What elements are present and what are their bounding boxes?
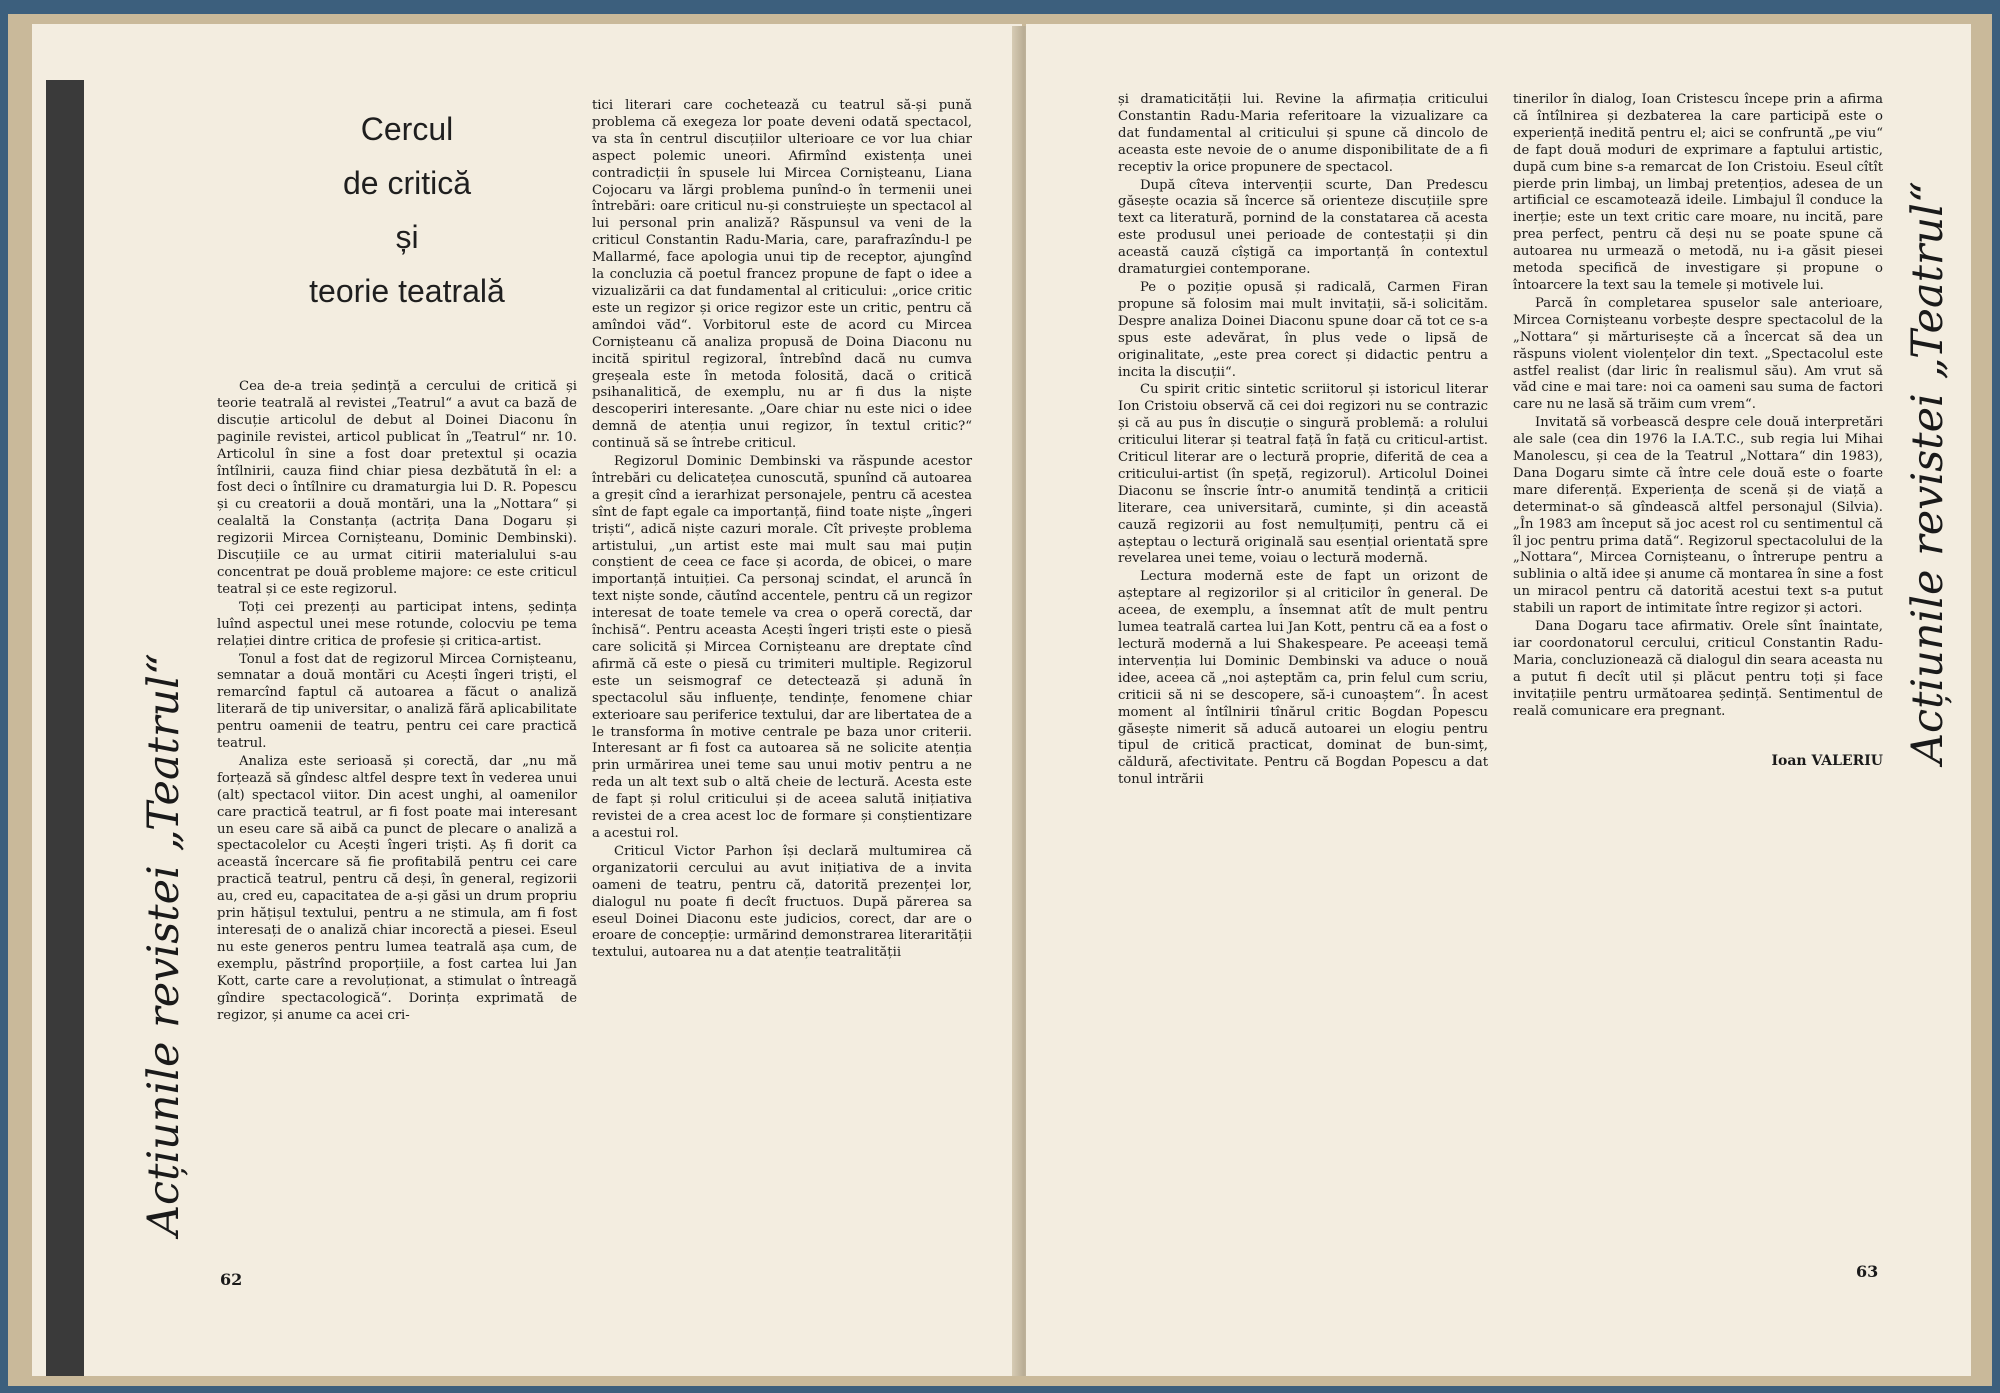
title-line: Cercul [360, 111, 454, 147]
paragraph: Tonul a fost dat de regizorul Mircea Cornișteanu, semnatar a două montări cu Acești îngeri triști, el remarcînd faptul că autoarea a făcut o analiză literară de tip universitar, o analiză fără aplicabilitate pentru oamenii de teatru, pentru cei care practică teatrul. [217, 651, 577, 752]
page-right [1026, 24, 1971, 1376]
magazine-spread [8, 14, 1992, 1386]
page-number: 63 [1856, 1262, 1879, 1281]
text-column-3 [1118, 92, 1488, 789]
paragraph: Criticul Victor Parhon își declară multumirea că organizatorii cercului au avut inițiativa de a invita oameni de teatru, pentru că, datorită prezenței lor, dialogul nu poate fi decît fructuos. După părerea sa eseul Doinei Diaconu este judicios, corect, dar are o eroare de concepție: urmărind demonstrarea literarității textului, autoarea nu a dat atenție teatralității [592, 843, 972, 961]
paragraph: Dana Dogaru tace afirmativ. Orele sînt înaintate, iar coordonatorul cercului, criticul Constantin Radu-Maria, concluzionează că dialogul din seara aceasta nu a putut fi decît util și plăcut pentru toți și face invitațiile pentru următoarea ședință. Sentimentul de reală comunicare era pregnant. [1513, 619, 1883, 719]
title-line: teorie teatrală [309, 273, 505, 309]
page-left [32, 24, 1022, 1376]
paragraph: Lectura modernă este de fapt un orizont de așteptare al regizorilor și al criticilor în general. De aceea, de exemplu, a însemnat atît de mult pentru lumea teatrală cartea lui Jan Kott, pentru că ea a fost o lectură modernă a lui Shakespeare. Pe aceeași temă intervenția lui Dominic Dembinski va aduce o nouă idee, aceea că „noi așteptăm ca, prin felul cum scriu, criticii să ni se descopere, să-i cunoaștem“. În acest moment al întîlnirii tînărul critic Bogdan Popescu găsește nimerit să aducă autoarei un elogiu pentru tipul de critică practicat, dominat de bun-simț, căldură, afectivitate. Pentru că Bogdan Popescu a dat tonul intrării [1118, 569, 1488, 788]
text-column-4 [1513, 92, 1883, 769]
page-edge-shadow [46, 80, 84, 1376]
article-title [262, 102, 552, 318]
paragraph: Pe o poziție opusă și radicală, Carmen Firan propune să folosim mai mult invitații, să-i solicităm. Despre analiza Doinei Diaconu spune doar că tot ce s-a spus este adevărat, în plus vede o lipsă de originalitate, „este prea corect și didactic pentru a incita la discuții“. [1118, 279, 1488, 380]
title-line: și [395, 219, 419, 255]
vertical-section-title: Acțiunile revistei „Teatrul“ [139, 653, 189, 1236]
paragraph: Cu spirit critic sintetic scriitorul și istoricul literar Ion Cristoiu observă că cei doi regizori nu se contrazic și că au pus în discuție o singură problemă: a rolului criticului literar și teatral față în față cu criticul-artist. Criticul literar are o lectură proprie, diferită de cea a criticului-artist (în speță, regizorul). Articolul Doinei Diaconu se înscrie într-o anumită tendință a criticii literare, cea universitară, cuminte, și din această cauză regizorii au fost nemulțumiți, pentru că ei așteptau o lectură originală sau esențial orientată spre revelarea unei teme, voiau o lectură modernă. [1118, 382, 1488, 567]
vertical-section-title: Acțiunile revistei „Teatrul“ [1903, 181, 1953, 764]
paragraph: și dramaticității lui. Revine la afirmația criticului Constantin Radu-Maria referitoare la vizualizare ca dat fundamental al criticului și spune că dincolo de aceasta este nevoie de o anume disponibilitate de a fi receptiv la orice propunere de spectacol. [1118, 92, 1488, 175]
paragraph: tici literari care cocheteazǎ cu teatrul să-și pună problema că exegeza lor poate deveni odată spectacol, va sta în centrul discuțiilor ulterioare ce vor lua chiar aspect polemic uneori. Afirmînd existența unei contradicții în spusele lui Mircea Cornișteanu, Liana Cojocaru va lărgi problema punînd-o în termenii unei întrebări: oare criticul nu-și construiește un spectacol al lui personal prin analiză? Răspunsul va veni de la criticul Constantin Radu-Maria, care, parafrazîndu-l pe Mallarmé, face apologia unui tip de receptor, ajungînd la concluzia că poetul francez propune de fapt o idee a vizualizării ca dat fundamental al criticului: „orice critic este un regizor și orice regizor este un critic, pentru că amîndoi văd“. Vorbitorul este de acord cu Mircea Cornișteanu că analiza propusă de Doina Diaconu nu incită spiritul regizoral, întrebînd dacă nu cumva greșeala este în metoda folosită, dacă o critică psihanalitică, de exemplu, nu ar fi dus la niște descoperiri interesante. „Oare chiar nu este nici o idee demnă de atenția unui regizor, în textul critic?“ continuă să se întrebe criticul. [592, 98, 972, 452]
paragraph: Analiza este serioasă și corectă, dar „nu mă forțează să gîndesc altfel despre text în vederea unui (alt) spectacol viitor. Din acest unghi, al oamenilor care practică teatrul, ar fi fost poate mai interesant un eseu care să aibă ca punct de plecare o analiză a spectacolelor cu Acești îngeri triști. Aș fi dorit ca această încercare să fie profitabilă pentru cei care practică teatrul, pentru că deși, în general, regizorii au, cred eu, capacitatea de a-și găsi un drum propriu prin hățișul textului, pentru a ne stimula, am fi fost interesați de o analiză chiar incorectă a piesei. Eseul nu este generos pentru lumea teatrală așa cum, de exemplu, păstrînd proporțiile, a fost cartea lui Jan Kott, carte care a revoluționat, a stimulat o întreagă gîndire spectacologică“. Dorința exprimată de regizor, și anume ca acei cri- [217, 753, 577, 1023]
paragraph: Invitată să vorbească despre cele două interpretări ale sale (cea din 1976 la I.A.T.C., sub regia lui Mihai Manolescu, și cea de la Teatrul „Nottara“ din 1983), Dana Dogaru simte că între cele două este o foarte mare diferență. Experiența de scenă și de viață a determinat-o să gîndească altfel personajul (Silvia). „În 1983 am început să joc acest rol cu sentimentul că îl joc pentru prima dată“. Regizorul spectacolului de la „Nottara“, Mircea Cornișteanu, o întrerupe pentru a sublinia o altă idee și anume că montarea în sine a fost un miracol pentru că datorită acestui text s-a putut stabili un raport de intimitate între regizor și actori. [1513, 415, 1883, 617]
text-column-1 [217, 379, 577, 1024]
paragraph: Toți cei prezenți au participat intens, ședința luînd aspectul unei mese rotunde, colocviu pe tema relației dintre critica de profesie și critica-artist. [217, 599, 577, 649]
paragraph: tinerilor în dialog, Ioan Cristescu începe prin a afirma că întîlnirea și dezbaterea la care participă este o experiență inedită pentru el; aici se confruntă „pe viu“ de fapt două moduri de exprimare a faptului artistic, după cum bine s-a remarcat de Ion Cristoiu. Eseul cîtît pierde prin limbaj, un limbaj pretențios, adesea de un artificial ce escamotează ideile. Limbajul îl conduce la inerție; este un text critic care moare, nu incită, pare prea perfect, pentru că deși nu se poate spune că autoarea nu urmează o metodă, nu i-a găsit piesei metoda specifică de investigare și propune o întoarcere la text sau la temele și motivele lui. [1513, 92, 1883, 293]
paragraph: După cîteva intervenții scurte, Dan Predescu găsește ocazia să încerce să orienteze discuțiile spre text ca literatură, pornind de la constatarea că acesta este produsul unei perioade de contestații și din această cauză cîștigă ca importanță în contextul dramaturgiei contemporane. [1118, 177, 1488, 278]
paragraph: Parcă în completarea spuselor sale anterioare, Mircea Cornișteanu vorbește despre spectacolul de la „Nottara“ și mărturisește că a încercat să dea un răspuns violent violențelor din text. „Spectacolul este astfel realist (dar liric în realismul său). Am vrut să văd cine e mai tare: noi ca oameni sau suma de factori care nu ne lasă să trăim cum vrem“. [1513, 295, 1883, 413]
text-column-2 [592, 98, 972, 962]
title-line: de critică [342, 165, 472, 201]
author-signature: Ioan VALERIU [1771, 752, 1883, 769]
paragraph: Regizorul Dominic Dembinski va răspunde acestor întrebări cu delicatețea cunoscută, spunînd că autoarea a greșit cînd a ierarhizat personajele, pentru că acestea sînt de fapt egale ca importanță, fiind toate niște „îngeri triști“, adică niște cazuri morale. Cît privește problema artistului, „un artist este mai mult sau mai puțin conștient de ceea ce face și acorda, de obicei, o mare importanță intuiției. Ca personaj scindat, el aruncă în text niște sonde, căutînd accentele, pentru că un regizor interesat de toate temele va crea o operă corectă, dar închisă“. Pentru aceasta Acești îngeri triști este o piesă care solicită și Mircea Cornișteanu are dreptate cînd afirmă că este o piesă cu trimiteri multiple. Regizorul este un seismograf ce detectează și adună în spectacolul său influențe, tendințe, fenomene chiar exterioare sau periferice textului, dar are libertatea de a le transforma în motive centrale pe baza unor criterii. Interesant ar fi fost ca autoarea să ne solicite atenția prin urmărirea unei teme sau unui motiv pentru a ne reda un alt text sub o altă cheie de lectură. Acesta este de fapt și rolul criticului și de aceea salută inițiativa revistei de a crea acest loc de formare și conștientizare a acestui rol. [592, 454, 972, 841]
paragraph: Cea de-a treia ședință a cercului de critică și teorie teatrală al revistei „Teatrul“ a avut ca bază de discuție articolul de debut al Doinei Diaconu în paginile revistei, articol publicat în „Teatrul“ nr. 10. Articolul în sine a fost doar pretextul și ocazia întîlnirii, cauza fiind chiar piesa dezbătută în el: a fost deci o întîlnire cu dramaturgia lui D. R. Popescu și cu creatorii a două montări, una la „Nottara“ și cealaltă la Constanța (actrița Dana Dogaru și regizorii Mircea Cornișteanu, Dominic Dembinski). Discuțiile ce au urmat citirii materialului s-au concentrat pe două probleme majore: ce este criticul teatral și ce este regizorul. [217, 379, 577, 597]
page-number: 62 [220, 1270, 243, 1289]
